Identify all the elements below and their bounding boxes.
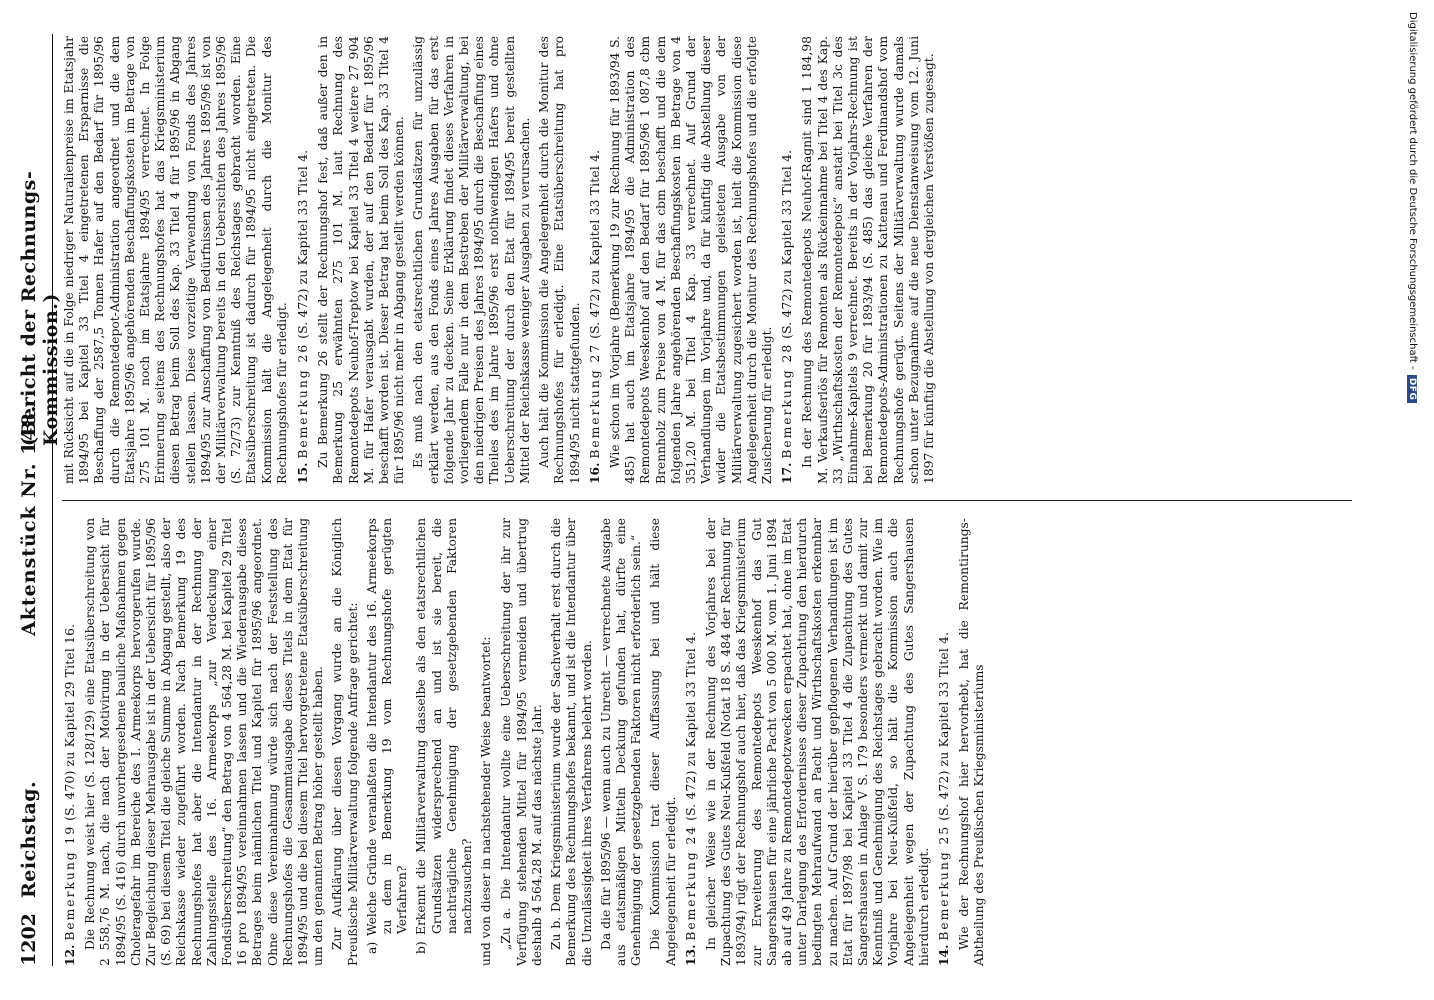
quoted-answer: „Zu a. Die Intendantur wollte eine Ueberschreitung der ihr zur Verfügung stehenden Mittel für 1894/95 vermeiden und übertrug deshalb 4 564,28 M. auf das nächste Jahr.	[499, 518, 544, 966]
section-remark: Bemerkung 19	[63, 824, 77, 941]
page-number: 1202	[18, 913, 40, 966]
header-aktenstueck: Aktenstück Nr. 148.	[18, 404, 40, 636]
column-divider	[62, 500, 1352, 501]
paragraph: Es muß nach den etatsrechtlichen Grundsätzen für unzulässig erklärt werden, aus den Fonds eines Jahres Ausgaben für das erst folgende Jahr zu decken. Seine Erklärung findet dieses Verfahren in vorliegendem Falle nur in dem Bestreben der Militärverwaltung, bei den niedrigen Preisen des Jahres 1894/95 durch die Beschaffung eines Theiles des im Jahre 1895/96 erst nothwendigen Hafers und ohne Ueberschreitung der durch den Etat für 1894/95 bereit gestellten Mittel der Reichskasse weniger Ausgaben zu verursachen.	[411, 36, 532, 484]
section-number: 13.	[682, 944, 698, 966]
section-reference: (S. 472) zu Kapitel 33 Titel 4.	[587, 149, 602, 339]
quoted-answer: Da die für 1895/96 — wenn auch zu Unrecht — verrechnete Ausgabe aus etatsmäßigen Mitteln Deckung gefunden hat, dürfte eine Genehmigung der gesetzgebenden Faktoren nicht erforderlich sein.“	[598, 518, 644, 966]
quoted-answer: Zu b. Dem Kriegsministerium wurde der Sachverhalt erst durch die Bemerkung des Rechnungshofes bekannt, und ist die Intendantur über die Unzulässigkeit ihres Verfahrens belehrt worden.	[549, 518, 594, 966]
section-remark: Bemerkung 28	[780, 342, 795, 459]
document-page	[10, 20, 1380, 980]
digitization-note-text: Digitalisierung gefördert durch die Deutsche Forschungsgemeinschaft -	[1407, 12, 1418, 370]
section-reference: (S. 472) zu Kapitel 33 Titel 4.	[683, 631, 698, 821]
section-number: 17.	[779, 462, 795, 484]
right-column	[62, 36, 1362, 484]
paragraph: Wie schon im Vorjahre (Bemerkung 19 zur Rechnung für 1893/94 S. 485) hat auch im Etatsjahre 1894/95 die Administration des Remontedepots Weeskenhof auf den Bedarf für 1895/96 1 087,8 cbm Brennholz zum Preise von 4 M. für das cbm beschafft und die dem folgenden Jahre angehörenden Beschaffungskosten im Betrage von 4 351,20 M. bei Titel 4 Kap. 33 verrechnet. Auf Grund der Verhandlungen im Vorjahre und, da für künftig die Abstellung dieser wider die Etatsbestimmungen geleisteten Ausgabe von der Militärverwaltung zugesichert worden ist, hielt die Kommission diese Angelegenheit durch die Monitur des Rechnungshofes und die erfolgte Zusicherung für erledigt.	[607, 36, 774, 484]
section-number: 16.	[586, 462, 602, 484]
paragraph: und von dieser in nachstehender Weise beantwortet:	[479, 636, 494, 966]
section-number: 14.	[935, 944, 951, 966]
section-reference: (S. 470) zu Kapitel 29 Titel 16.	[63, 623, 77, 821]
list-item: a) Welche Gründe veranlaßten die Intendantur des 16. Armeekorps zu dem in Bemerkung 19 vom Rechnungshofe gerügten Verfahren?	[364, 518, 410, 954]
header-report-title: (Bericht der Rechnungs-Kommission.)	[18, 170, 62, 446]
paragraph: Zur Aufklärung über diesen Vorgang wurde an die Königlich Preußische Militärverwaltung folgende Anfrage gerichtet:	[330, 518, 360, 966]
section-16-heading	[587, 36, 603, 484]
list-item: b) Erkennt die Militärverwaltung dasselbe als den etatsrechtlichen Grundsätzen widersprechend an und ist sie bereit, die nachträgliche Genehmigung der gesetzgebenden Faktoren nachzusuchen?	[414, 518, 475, 954]
paragraph: Die Rechnung weist hier (S. 128/129) eine Etatsüberschreitung von 2 558,76 M. nach, die nach der Motivirung in der Uebersicht für 1894/95 (S. 416) durch unvorhergesehene bauliche Maßnahmen gegen Choleragefahr im Bereiche des I. Armeekorps hervorgerufen wurde. Zur Begleichung dieser Mehrausgabe ist in der Uebersicht für 1895/96 (S. 69) bei diesem Titel die gleiche Summe in Abgang gestellt, also der Reichskasse wieder zugeführt worden. Nach Bemerkung 19 des Rechnungshofes hat aber die Intendantur in der Rechnung der Zahlungsstelle des 16. Armeekorps „zur Verdeckung einer Fondsüberschreitung“ den Betrag von 4 564,28 M. bei Kapitel 29 Titel 16 pro 1894/95 vereinnahmen lassen und die Wiederausgabe dieses Betrages beim nämlichen Titel und Kapitel für 1895/96 angeordnet. Ohne diese Vereinnahmung würde sich nach der Feststellung des Rechnungshofes die Gesammtausgabe dieses Titels in dem Etat für 1894/95 und die bei diesem Titel hervorgetretene Etatsüberschreitung um den genannten Betrag höher gestellt haben.	[83, 518, 326, 966]
section-reference: (S. 472) zu Kapitel 33 Titel 4.	[936, 631, 951, 821]
paragraph: In gleicher Weise wie in der Rechnung des Vorjahres bei der Zupachtung des Gutes Neu-Kußfeld (Notat 18 S. 484 der Rechnung für 1893/94) rügt der Rechnungshof auch hier, daß das Kriegsministerium zur Erweiterung des Remontedepots Weeskenhof das Gut Sangershausen für eine jährliche Pacht von 5 000 M. vom 1. Juni 1894 ab auf 49 Jahre zu Remontedepotzwecken erpachtet hat, ohne im Etat unter Darlegung des Erfordernisses dieser Zupachtung den hierdurch bedingten Mehraufwand an Pacht und Wirthschaftskosten erkennbar zu machen. Auf Grund der hierüber gepflogenen Verhandlungen ist im Etat für 1897/98 bei Kapitel 33 Titel 4 die Zupachtung des Gutes Sangershausen in Anlage V S. 179 besonders vermerkt und damit zur Kenntniß und Genehmigung des Reichstages gebracht worden. Wie im Vorjahre bei Neu-Kußfeld, so hält die Kommission auch die Angelegenheit wegen der Zupachtung des Gutes Sangershausen hierdurch erledigt.	[703, 518, 931, 966]
section-13-heading	[683, 518, 699, 966]
section-17-heading	[779, 36, 795, 484]
section-number: 12.	[62, 944, 77, 966]
paragraph: mit Rücksicht auf die in Folge niedriger Naturalienpreise im Etatsjahr 1894/95 bei Kapitel 33 Titel 4 eingetretenen Ersparnisse die Beschaffung der 2587,5 Tonnen Hafer auf den Bedarf für 1895/96 durch die Remontedepot-Administration angeordnet und die dem Etatsjahre 1895/96 angehörenden Beschaffungskosten im Betrage von 275 101 M. noch im Etatsjahre 1894/95 verrechnet. In Folge Erinnerung seitens des Rechnungshofes hat das Kriegsministerium diesen Betrag beim Soll des Kap. 33 Titel 4 für 1895/96 in Abgang stellen lassen. Diese vorzeitige Verwendung von Fonds des Jahres 1894/95 zur Anschaffung von Bedürfnissen des Jahres 1895/96 ist von der Militärverwaltung bereits in den Uebersichten des Jahres 1895/96 (S. 72/73) zur Kenntniß des Reichstages gebracht worden. Eine Etatsüberschreitung ist dadurch für 1894/95 nicht eingetreten. Die Kommission hält die Angelegenheit durch die Monitur des Rechnungshofes für erledigt.	[62, 36, 289, 484]
section-number: 15.	[295, 462, 311, 484]
section-remark: Bemerkung 24	[683, 824, 698, 941]
section-15-heading	[295, 36, 311, 484]
section-reference: (S. 472) zu Kapitel 33 Titel 4.	[780, 149, 795, 339]
paragraph: Auch hält die Kommission die Angelegenheit durch die Monitur des Rechnungshofes für erledigt. Eine Etatsüberschreitung hat pro 1894/95 nicht stattgefunden.	[537, 36, 582, 484]
section-12-heading	[62, 518, 78, 966]
section-remark: Bemerkung 26	[296, 342, 311, 459]
dfg-logo: DFG	[1407, 375, 1417, 404]
section-remark: Bemerkung 27	[587, 342, 602, 459]
paragraph: Zu Bemerkung 26 stellt der Rechnungshof fest, daß außer den in Bemerkung 25 erwähnten 275 101 M. laut Rechnung des Remontedepots Neuhof-Treptow bei Kapitel 33 Titel 4 weitere 27 904 M. für Hafer verausgabt wurden, der auf den Bedarf für 1895/96 beschafft worden ist. Dieser Betrag hat beim Soll des Kap. 33 Titel 4 für 1895/96 nicht mehr in Abgang gestellt werden können.	[316, 36, 407, 484]
section-14-heading	[936, 518, 952, 966]
section-remark: Bemerkung 25	[936, 824, 951, 941]
page-header	[18, 34, 62, 966]
left-column	[62, 518, 1362, 966]
header-reichstag: Reichstag.	[18, 780, 40, 898]
paragraph: Die Kommission trat dieser Auffassung bei und hält diese Angelegenheit für erledigt.	[648, 518, 678, 966]
section-reference: (S. 472) zu Kapitel 33 Titel 4.	[296, 149, 311, 339]
paragraph: In der Rechnung des Remontedepots Neuhof-Ragnit sind 1 184,98 M. Verkaufserlös für Remonten als Rückeinnahme bei Titel 4 des Kap. 33 „Wirthschaftskosten der Remontedepots“ anstatt bei Titel 3c des Einnahme-Kapitels 9 verrechnet. Bereits in der Vorjahrs-Rechnung ist bei Bemerkung 20 für 1893/94 (S. 485) das gleiche Verfahren der Remontedepots-Administrationen zu Kattenau und Ferdinandshof vom Rechnungshofe gerügt. Seitens der Militärverwaltung wurde damals schon unter Bezugnahme auf die neue Dienstanweisung vom 12. Juni 1897 für künftig die Abstellung von dergleichen Verstößen zugesagt.	[800, 36, 936, 484]
paragraph: Wie der Rechnungshof hier hervorhebt, hat die Remontirungs-Abtheilung des Preußischen Kriegsministeriums	[957, 518, 987, 966]
